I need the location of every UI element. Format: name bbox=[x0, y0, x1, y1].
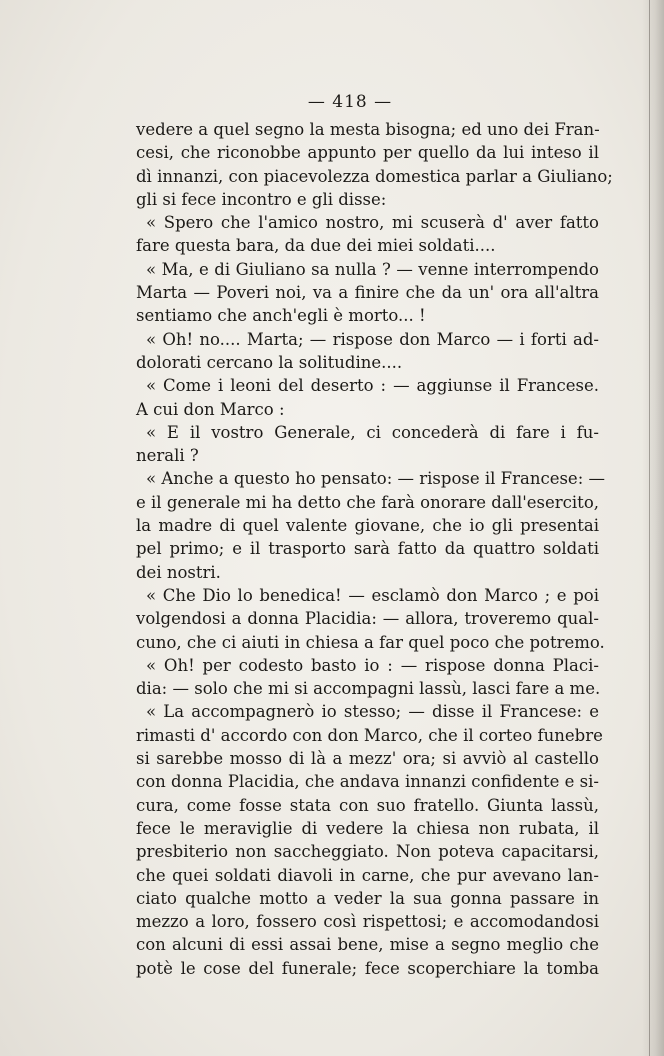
text-line: « Oh! per codesto basto io : — rispose donna Placi- bbox=[146, 655, 599, 675]
text-line: e il generale mi ha detto che farà onorare dall'esercito, bbox=[136, 492, 599, 512]
text-line: rimasti d' accordo con don Marco, che il corteo funebre bbox=[136, 725, 603, 745]
text-line: nerali ? bbox=[136, 446, 199, 466]
text-line: « Spero che l'amico nostro, mi scuserà d' aver fatto bbox=[146, 213, 599, 233]
text-line: dia: — solo che mi si accompagni lassù, lasci fare a me. bbox=[136, 679, 601, 699]
text-line: « Che Dio lo benedica! — esclamò don Marco ; e poi bbox=[146, 585, 599, 605]
text-line: potè le cose del funerale; fece scoperchiare la tomba bbox=[136, 958, 599, 978]
text-line: dolorati cercano la solitudine.... bbox=[136, 352, 403, 372]
text-line: A cui don Marco : bbox=[136, 399, 285, 419]
text-line: sentiamo che anch'egli è morto... ! bbox=[136, 306, 426, 326]
text-line: gli si fece incontro e gli disse: bbox=[136, 189, 387, 209]
text-line: mezzo a loro, fossero così rispettosi; e accomodandosi bbox=[136, 912, 599, 932]
page-edge-shadow bbox=[642, 0, 664, 1056]
text-line: vedere a quel segno la mesta bisogna; ed uno dei Fran- bbox=[136, 120, 600, 139]
text-line: « Ma, e di Giuliano sa nulla ? — venne interrompendo bbox=[146, 259, 599, 279]
text-line: volgendosi a donna Placidia: — allora, troveremo qual- bbox=[136, 609, 599, 629]
body-text bbox=[136, 118, 613, 980]
page-number: — 418 — bbox=[307, 92, 393, 112]
text-line: ciato qualche motto a veder la sua gonna passare in bbox=[136, 888, 599, 908]
text-line: con donna Placidia, che andava innanzi confidente e si- bbox=[136, 772, 599, 792]
text-line: dì innanzi, con piacevolezza domestica parlar a Giuliano; bbox=[136, 166, 613, 186]
text-line: presbiterio non saccheggiato. Non poteva capacitarsi, bbox=[136, 842, 599, 862]
text-line: « Anche a questo ho pensato: — rispose il Francese: — bbox=[146, 469, 605, 489]
text-line: la madre di quel valente giovane, che io gli presentai bbox=[136, 516, 599, 536]
text-line: Marta — Poveri noi, va a finire che da un' ora all'altra bbox=[136, 283, 599, 303]
text-line: « La accompagnerò io stesso; — disse il Francese: e bbox=[146, 702, 599, 722]
text-line: pel primo; e il trasporto sarà fatto da quattro soldati bbox=[136, 539, 599, 559]
text-line: « E il vostro Generale, ci concederà di fare i fu- bbox=[146, 422, 599, 442]
text-line: che quei soldati diavoli in carne, che pur avevano lan- bbox=[136, 865, 599, 885]
text-line: fare questa bara, da due dei miei soldati.... bbox=[136, 236, 496, 256]
text-line: fece le meraviglie di vedere la chiesa non rubata, il bbox=[136, 818, 599, 838]
text-line: « Come i leoni del deserto : — aggiunse il Francese. bbox=[146, 376, 599, 396]
text-line: con alcuni di essi assai bene, mise a segno meglio che bbox=[136, 935, 599, 955]
text-line: si sarebbe mosso di là a mezz' ora; si avviò al castello bbox=[136, 749, 599, 769]
text-line: cura, come fosse stata con suo fratello. Giunta lassù, bbox=[136, 795, 599, 815]
text-line: dei nostri. bbox=[136, 562, 221, 582]
text-line: cuno, che ci aiuti in chiesa a far quel poco che potremo. bbox=[136, 632, 605, 652]
text-line: « Oh! no.... Marta; — rispose don Marco — i forti ad- bbox=[146, 329, 599, 349]
page-edge-line bbox=[649, 0, 650, 1056]
text-line: cesi, che riconobbe appunto per quello da lui inteso il bbox=[136, 143, 599, 163]
